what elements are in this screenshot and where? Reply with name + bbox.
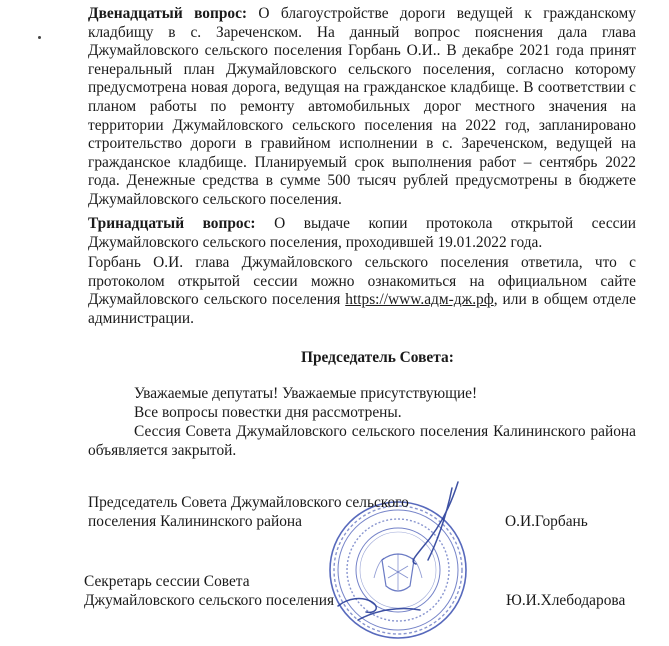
closing-speech-line-3: Сессия Совета Джумайловского сельского поселения Калининского района объявляется закрытой. (88, 423, 636, 459)
question-thirteen-heading: Тринадцатый вопрос: (88, 215, 256, 232)
question-twelve-text: О благоустройстве дороги ведущей к гражданскому кладбищу в с. Зареченском. На данный вопрос пояснения дала глава Джумайловского сельского поселения Горбань О.И.. В декабре 2021 года принят генеральный план Джумайловского сельского поселения, согласно которому предусмотрена новая дорога, ведущая на гражданское кладбище. В соответствии с планом работы по ремонту автомобильных дорог местного значения на территории Джумайловского сельского поселения на 2022 год, запланировано строительство дороги в гравийном исполнении в с. Зареченском, ведущей на гражданское кладбище. Планируемый срок выполнения работ – сентябрь 2022 года. Денежные средства в сумме 500 тысяч рублей предусмотрены в бюджете Джумайловского сельского поселения. (88, 5, 636, 208)
chairman-position-line-1: Председатель Совета Джумайловского сельского (88, 494, 409, 511)
closing-speech-line-1: Уважаемые депутаты! Уважаемые присутствующие! (134, 385, 478, 402)
answer-text-before-link: Горбань О.И. глава Джумайловского сельского поселения ответила, что с протоколом открытой сессии можно ознакомиться на официальном сайте Джумайловского сельского поселения (88, 254, 636, 309)
secretary-position-line-1: Секретарь сессии Совета (84, 573, 250, 590)
chairman-name: О.И.Горбань (505, 513, 588, 530)
question-twelve-paragraph (88, 5, 636, 210)
question-thirteen-paragraph (88, 215, 636, 252)
question-thirteen-answer (88, 254, 636, 328)
secretary-position-line-2: Джумайловского сельского поселения (84, 592, 335, 609)
secretary-name: Ю.И.Хлебодарова (506, 592, 626, 609)
question-thirteen-text: О выдаче копии протокола открытой сессии Джумайловского сельского поселения, проходившей 19.01.2022 года. (88, 215, 636, 251)
official-site-link[interactable]: https://www.адм-дж.рф (345, 291, 494, 309)
chairman-heading: Председатель Совета: (301, 349, 454, 366)
chairman-position-line-2: поселения Калининского района (88, 513, 302, 530)
question-twelve-heading: Двенадцатый вопрос: (88, 5, 248, 22)
answer-text-after-link: , или в общем отделе администрации. (88, 291, 636, 327)
closing-speech-line-2: Все вопросы повестки дня рассмотрены. (134, 404, 402, 421)
stray-dot (38, 36, 41, 39)
